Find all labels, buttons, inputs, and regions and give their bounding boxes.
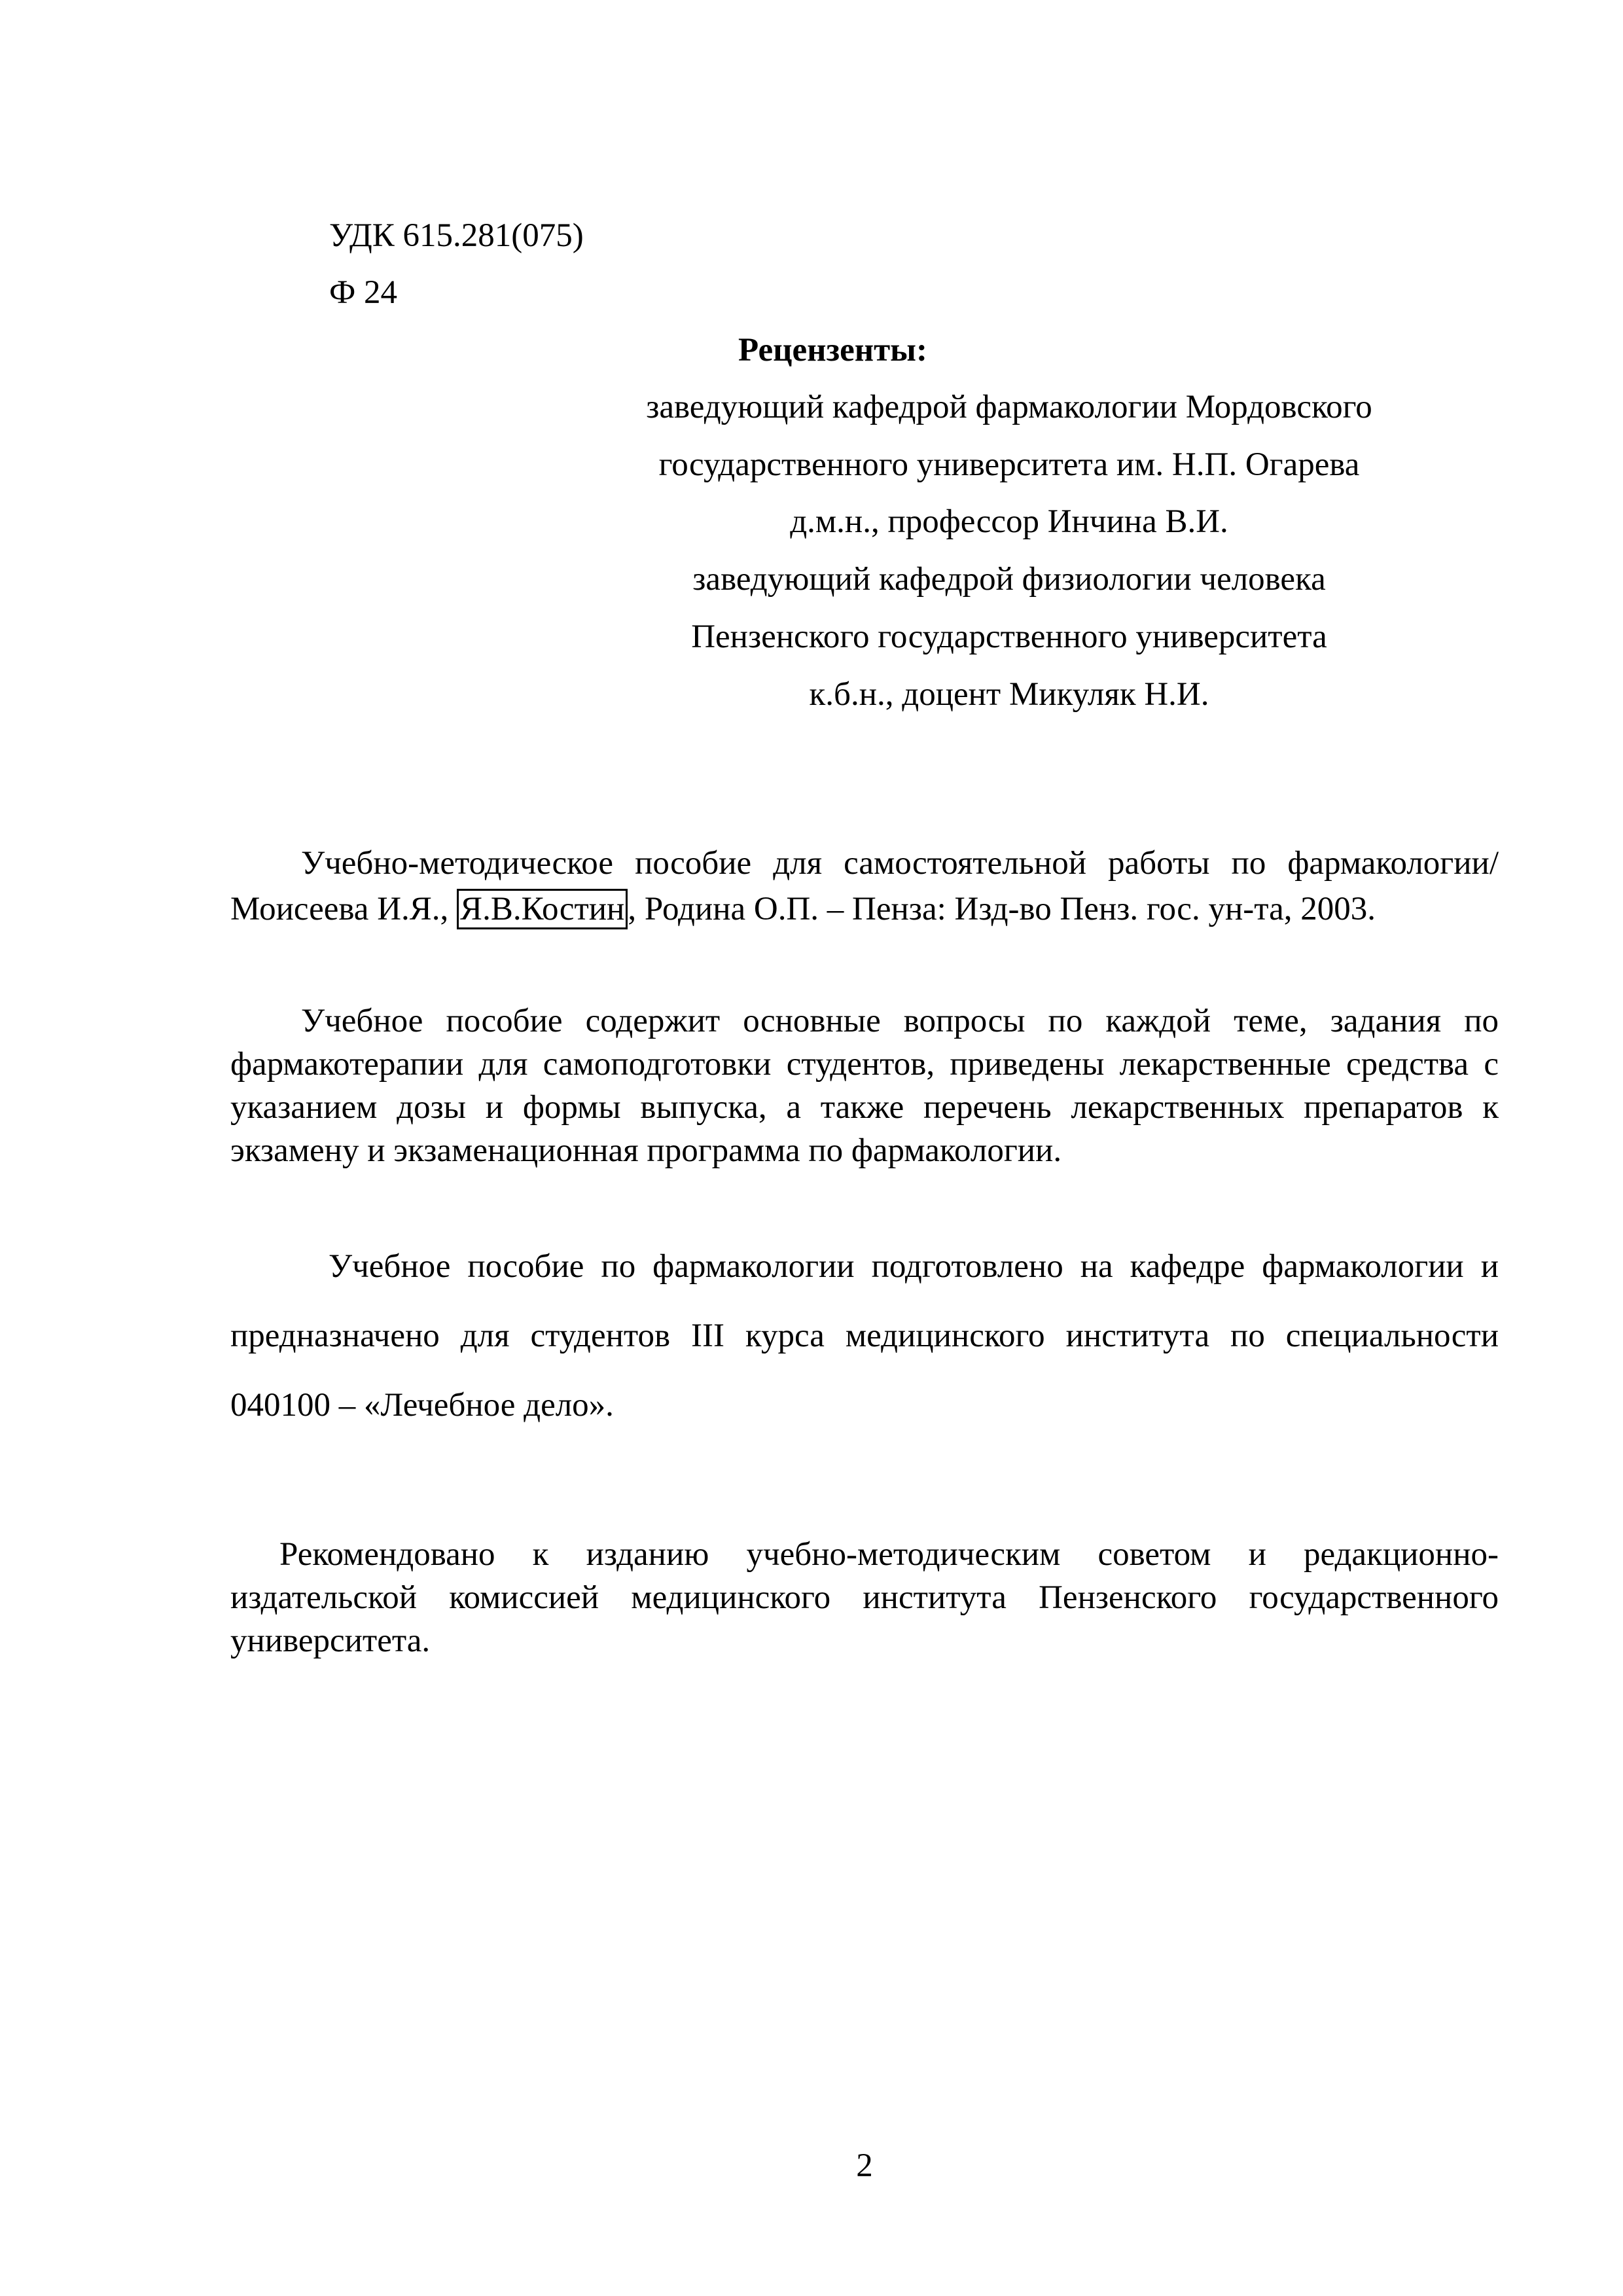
page-number: 2 — [856, 2147, 873, 2184]
reviewer-line: к.б.н., доцент Микуляк Н.И. — [809, 676, 1209, 713]
purpose-paragraph: Учебное пособие по фармакологии подготовлено на кафедре фармакологии и предназначено для студентов III курса медицинского института по специальности 040100 – «Лечебное дело». — [230, 1248, 1499, 1424]
reviewer-line: заведующий кафедрой фармакологии Мордовского — [646, 389, 1372, 425]
udk-code: УДК 615.281(075) — [329, 217, 584, 254]
reviewer-line: заведующий кафедрой физиологии человека — [692, 561, 1326, 598]
reviewers-heading: Рецензенты: — [738, 332, 927, 368]
bibliographic-citation — [230, 840, 1499, 932]
reviewer-line: д.м.н., профессор Инчина В.И. — [790, 503, 1228, 540]
reviewer-line: государственного университета им. Н.П. Огарева — [658, 446, 1360, 483]
reviewer-line: Пензенского государственного университета — [691, 619, 1327, 655]
boxed-author-name: Я.В.Костин — [457, 889, 628, 929]
summary-paragraph: Учебное пособие содержит основные вопросы по каждой теме, задания по фармакотерапии для самоподготовки студентов, приведены лекарственные средства с указанием дозы и формы выпуска, а также перечень лекарственных препаратов к экзамену и экзаменационная программа по фармакологии. — [230, 1003, 1499, 1169]
citation-part-1: Учебно-методическое пособие для самостоятельной работы по фармакологии/ Моисеева И.Я., — [230, 845, 1499, 927]
library-index: Ф 24 — [329, 274, 398, 311]
citation-part-2: , Родина О.П. – Пенза: Изд-во Пенз. гос. ун-та, 2003. — [628, 891, 1376, 927]
recommendation-paragraph: Рекомендовано к изданию учебно-методическим советом и редакционно-издательской комиссией медицинского института Пензенского государственного университета. — [230, 1536, 1499, 1659]
